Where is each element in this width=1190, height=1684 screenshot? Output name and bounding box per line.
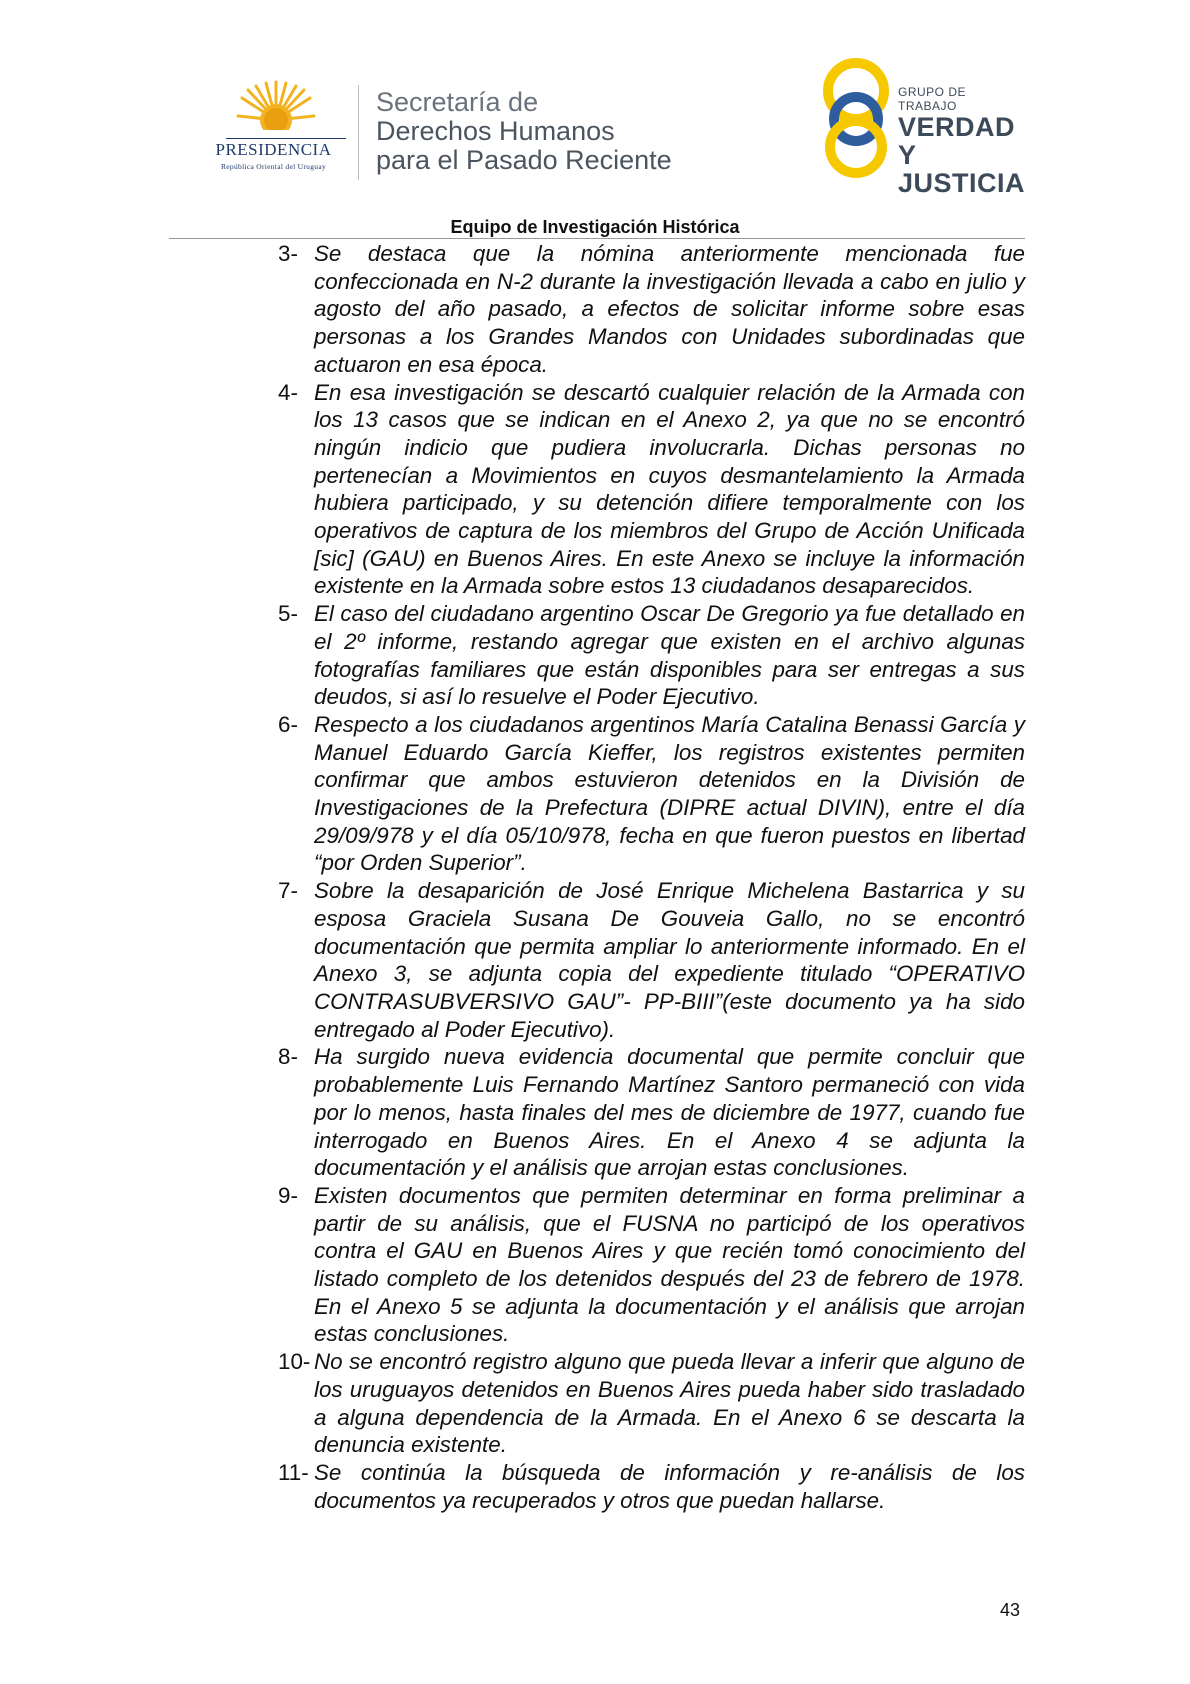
item-number: 7- xyxy=(278,878,298,904)
item-number: 9- xyxy=(278,1182,298,1208)
list-item xyxy=(278,240,1025,379)
header-rule xyxy=(169,238,1025,239)
list-item xyxy=(278,1043,1025,1182)
secretaria-line-1: Secretaría de xyxy=(376,87,539,117)
verdad-justicia-logo xyxy=(818,55,1028,198)
sun-emblem-icon xyxy=(236,80,316,142)
presidencia-rule xyxy=(226,138,346,139)
secretaria-title xyxy=(376,88,672,175)
secretaria-line-2: Derechos Humanos xyxy=(376,116,615,146)
item-text: En esa investigación se descartó cualquier relación de la Armada con los 13 casos que se indican en el Anexo 2, ya que no se encontró ningún indicio que pudiera involucrarla. Dichas personas no pertenecían a Movimientos en cuyos desmantelamiento la Armada hubiera participado, y su detención difiere temporalmente con los operativos de captura de los miembros del Grupo de Acción Unificada [sic] (GAU) en Buenos Aires. En este Anexo se incluye la información existente en la Armada sobre estos 13 ciudadanos desaparecidos. xyxy=(314,379,1025,599)
item-number: 6- xyxy=(278,711,298,737)
item-text: El caso del ciudadano argentino Oscar De Gregorio ya fue detallado en el 2º informe, restando agregar que existen en el archivo algunas fotografías familiares que están disponibles para ser entregas a sus deudos, si así lo resuelve el Poder Ejecutivo. xyxy=(314,601,1025,710)
secretaria-line-3: para el Pasado Reciente xyxy=(376,145,672,175)
item-text: Se continúa la búsqueda de información y re-análisis de los documentos ya recuperados y otros que puedan hallarse. xyxy=(314,1459,1025,1513)
item-number: 3- xyxy=(278,241,298,266)
item-text: No se encontró registro alguno que pueda llevar a inferir que alguno de los uruguayos detenidos en Buenos Aires pueda haber sido trasladado a alguna dependencia de la Armada. En el Anexo 6 se descarta la denuncia existente. xyxy=(314,1349,1025,1458)
item-number: 8- xyxy=(278,1044,298,1070)
numbered-list xyxy=(278,240,1025,1514)
item-number: 4- xyxy=(278,379,298,405)
item-number: 10- xyxy=(278,1349,311,1375)
item-number: 5- xyxy=(278,601,298,627)
page-number: 43 xyxy=(1000,1600,1021,1620)
list-item xyxy=(278,1348,1025,1459)
item-text: Se destaca que la nómina anteriormente mencionada fue confeccionada en N-2 durante la investigación llevada a cabo en julio y agosto del año pasado, a efectos de solicitar informe sobre esas personas a los Grandes Mandos con Unidades subordinadas que actuaron en esa época. xyxy=(314,241,1025,377)
item-text: Sobre la desaparición de José Enrique Michelena Bastarrica y su esposa Graciela Susana De Gouveia Gallo, no se encontró documentación que permita ampliar lo anteriormente informado. En el Anexo 3, se adjunta copia del expediente titulado “OPERATIVO CONTRASUBVERSIVO GAU”- PP-BIII”(este documento ya ha sido entregado al Poder Ejecutivo). xyxy=(314,878,1025,1042)
grupo-line-2: VERDAD Y xyxy=(898,112,1016,170)
header-divider xyxy=(358,85,359,180)
verdad-justicia-text xyxy=(898,85,1028,197)
item-text: Existen documentos que permiten determinar en forma preliminar a partir de su análisis, que el FUSNA no participó de los operativos contra el GAU en Buenos Aires y que recién tomó conocimiento del listado completo de los detenidos después del 23 de febrero de 1978. En el Anexo 5 se adjunta la documentación y el análisis que arrojan estas conclusiones. xyxy=(314,1182,1025,1347)
list-item xyxy=(278,1182,1025,1348)
list-item xyxy=(278,379,1025,601)
item-number: 11- xyxy=(278,1459,309,1485)
presidencia-name: PRESIDENCIA xyxy=(215,140,332,159)
list-item xyxy=(278,877,1025,1043)
list-item xyxy=(278,711,1025,877)
equipo-heading: Equipo de Investigación Histórica xyxy=(450,217,740,237)
interlocked-rings-icon xyxy=(818,55,898,180)
list-item xyxy=(278,600,1025,711)
grupo-line-3: JUSTICIA xyxy=(898,168,1026,198)
presidencia-subtitle: República Oriental del Uruguay xyxy=(220,162,326,171)
item-text: Ha surgido nueva evidencia documental que permite concluir que probablemente Luis Fernando Martínez Santoro permaneció con vida por lo menos, hasta finales del mes de diciembre de 1977, cuando fue interrogado en Buenos Aires. En el Anexo 4 se adjunta la documentación y el análisis que arrojan estas conclusiones. xyxy=(314,1044,1025,1181)
item-text: Respecto a los ciudadanos argentinos María Catalina Benassi García y Manuel Eduardo García Kieffer, los registros existentes permiten confirmar que ambos estuvieron detenidos en la División de Investigaciones de la Prefectura (DIPRE actual DIVIN), entre el día 29/09/978 y el día 05/10/978, fecha en que fueron puestos en libertad “por Orden Superior”. xyxy=(314,711,1025,876)
presidencia-logo xyxy=(196,80,351,180)
grupo-line-1: GRUPO DE TRABAJO xyxy=(898,85,967,113)
page-header xyxy=(0,0,1190,215)
list-item xyxy=(278,1459,1025,1514)
